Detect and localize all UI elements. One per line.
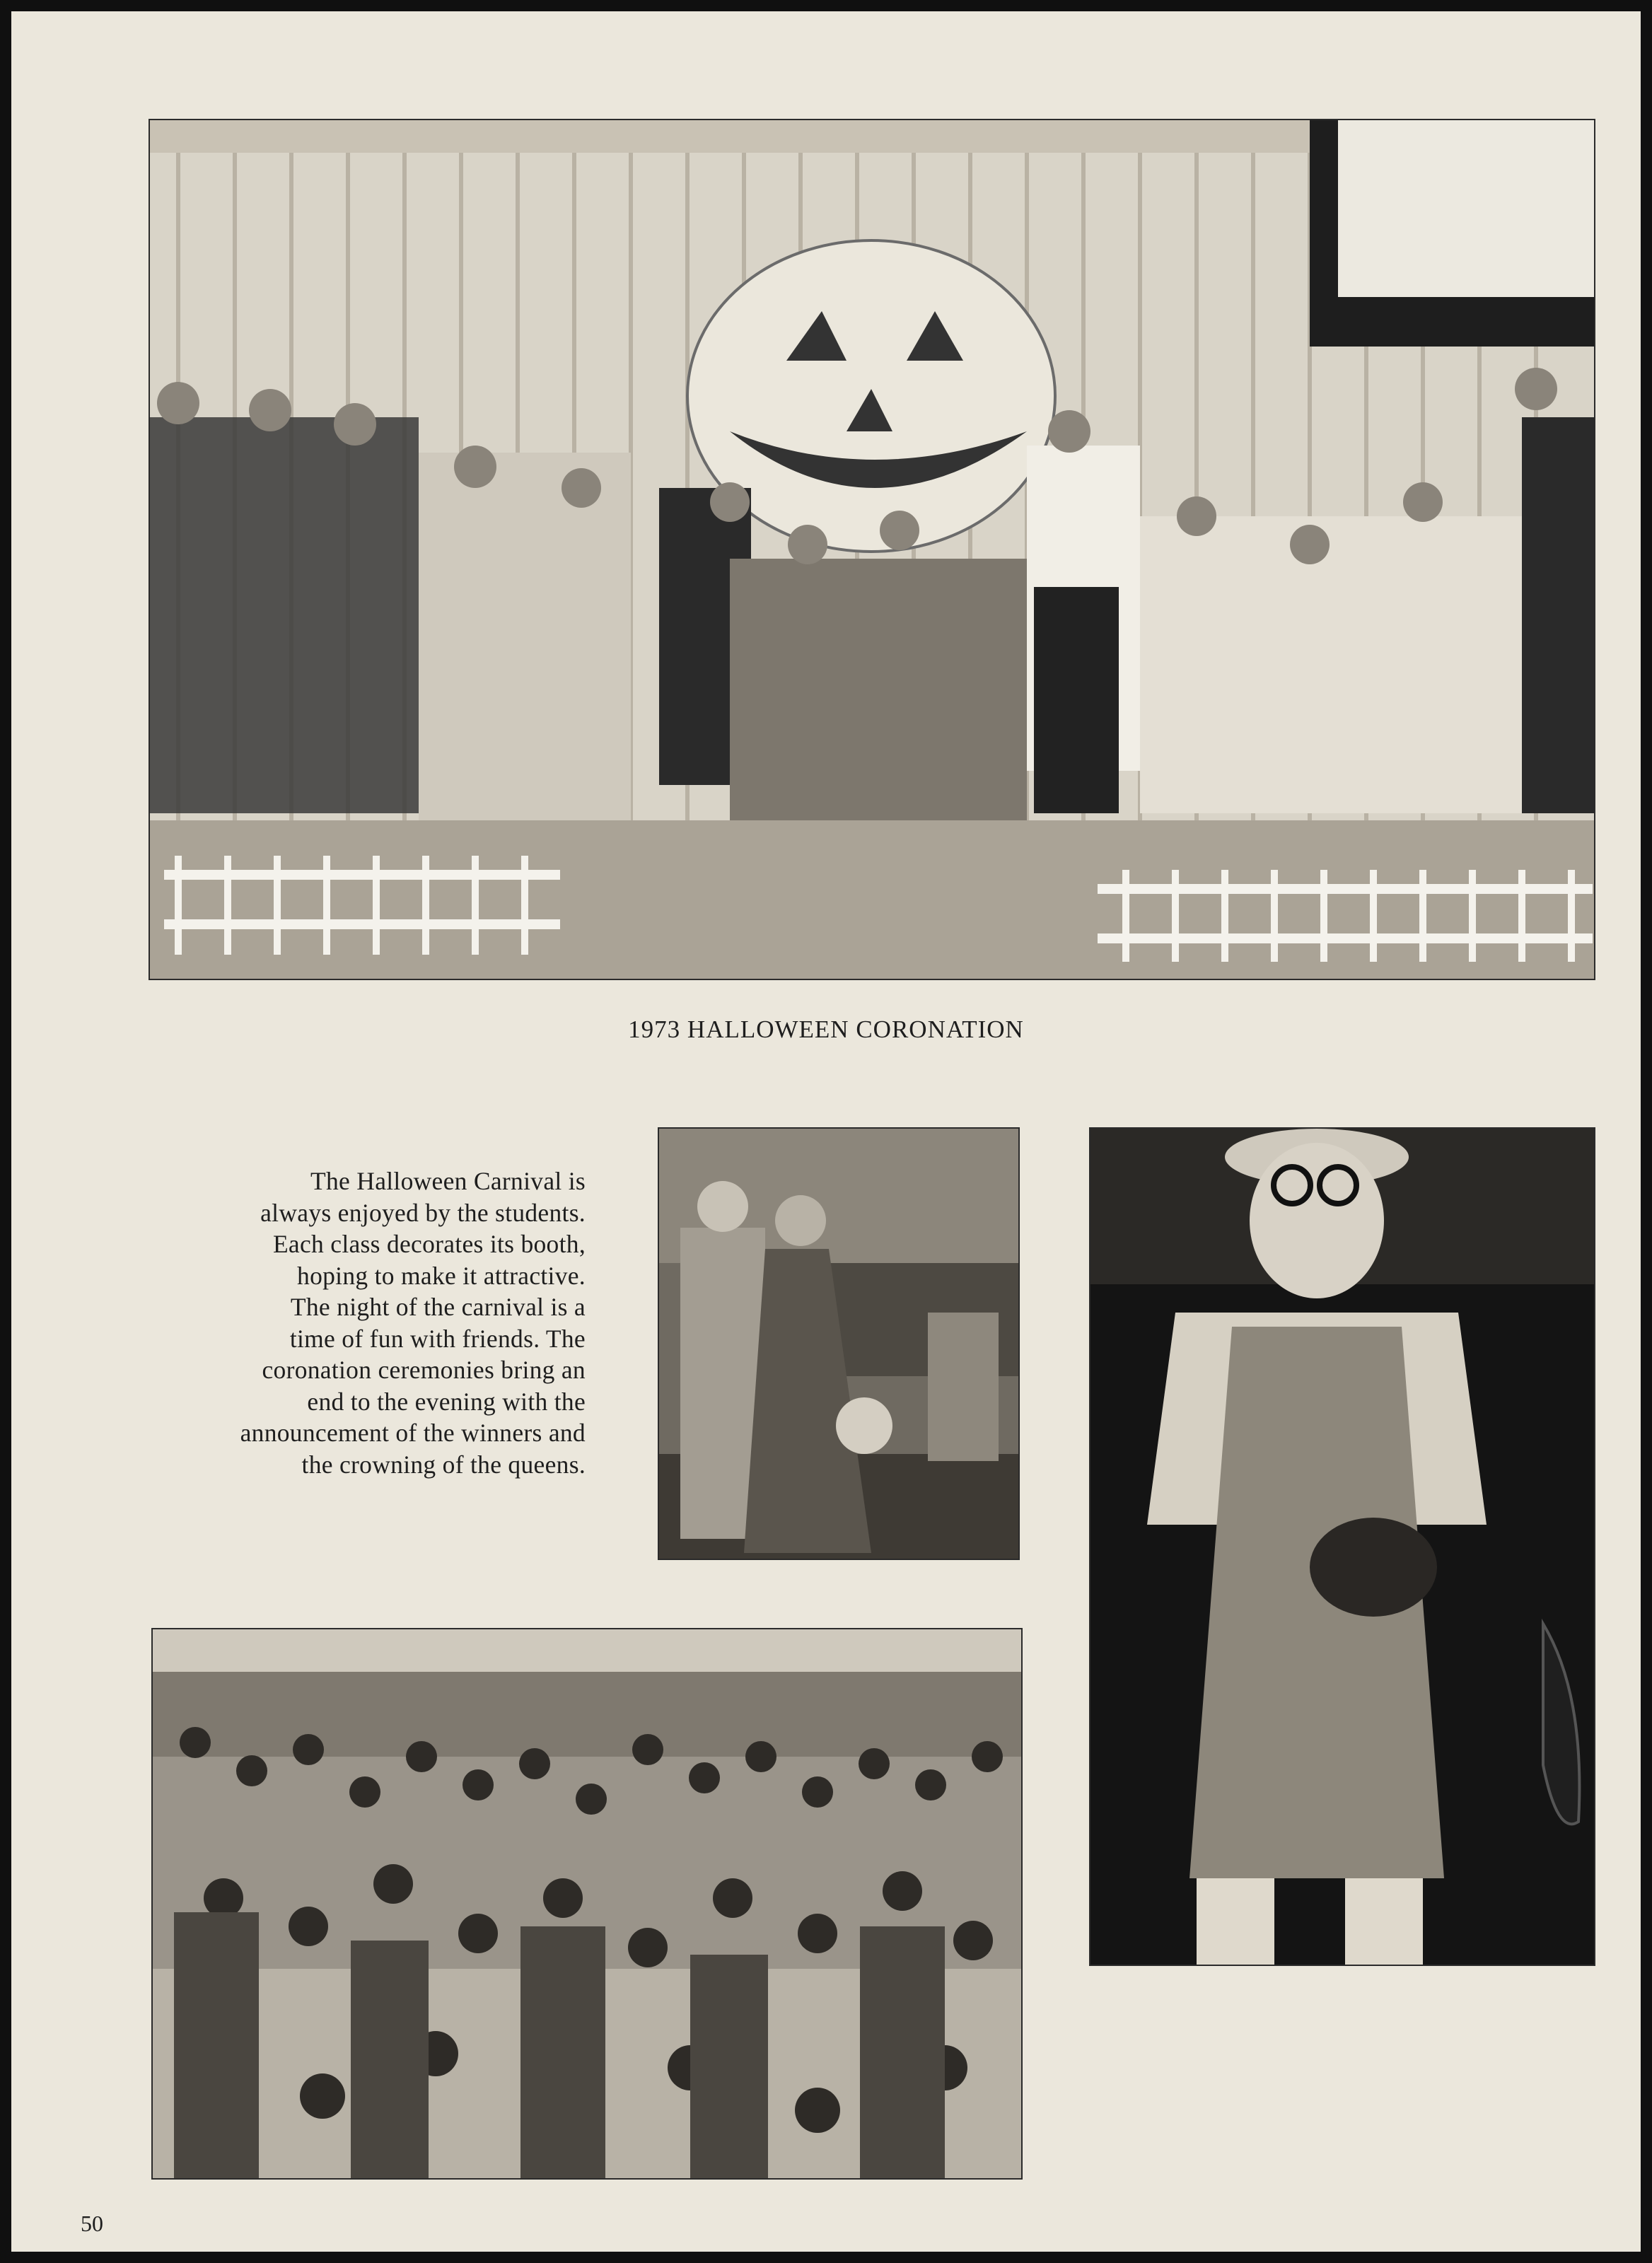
page-number: 50 — [81, 2211, 103, 2236]
royal-couple-photo — [658, 1127, 1020, 1560]
body-line: coronation ceremonies bring an — [262, 1356, 586, 1384]
body-line: The Halloween Carnival is — [310, 1167, 586, 1195]
body-line: time of fun with friends. The — [289, 1324, 586, 1353]
body-line: the crowning of the queens. — [301, 1450, 586, 1479]
coronation-stage-photo — [149, 119, 1595, 980]
body-line: end to the evening with the — [307, 1387, 586, 1416]
photo-caption: 1973 HALLOWEEN CORONATION — [628, 1016, 1024, 1043]
costumed-student-photo — [1089, 1127, 1595, 1966]
body-line: Each class decorates its booth, — [272, 1230, 586, 1258]
body-line: announcement of the winners and — [240, 1419, 586, 1447]
yearbook-page — [11, 11, 1641, 2252]
article-body — [117, 1165, 586, 1480]
body-line: hoping to make it attractive. — [297, 1261, 586, 1290]
body-line: always enjoyed by the students. — [260, 1198, 586, 1227]
body-line: The night of the carnival is a — [290, 1293, 586, 1321]
carnival-crowd-photo — [151, 1628, 1023, 2180]
